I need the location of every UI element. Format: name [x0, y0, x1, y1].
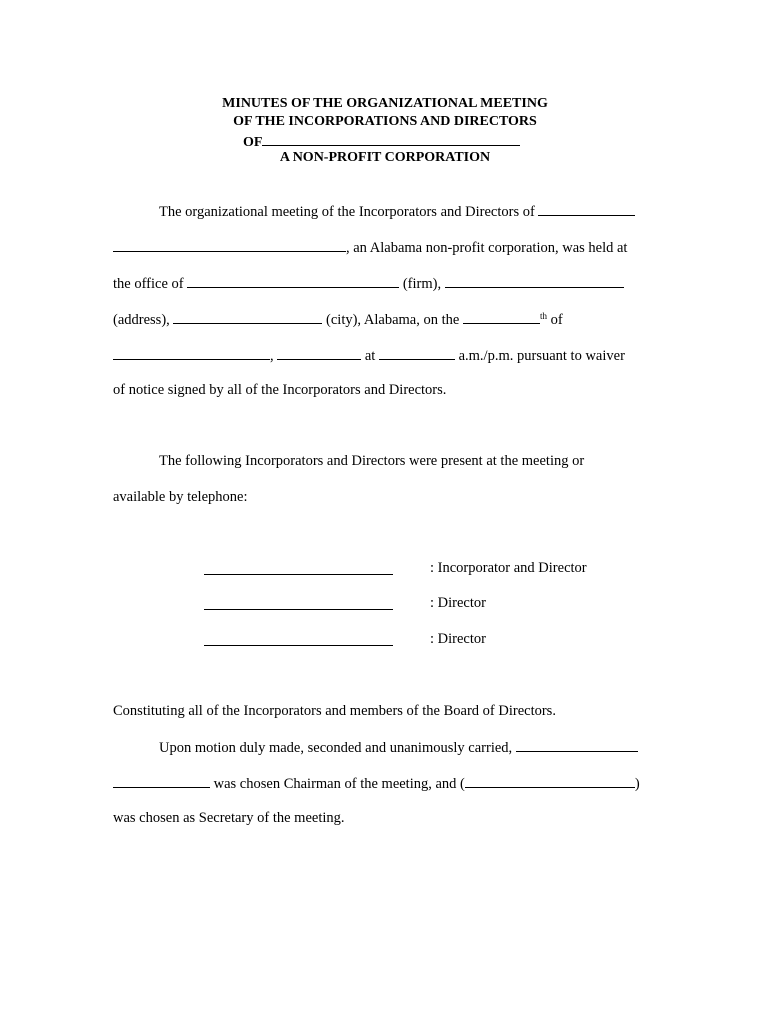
para4-close-paren: ): [634, 776, 640, 792]
year-blank[interactable]: [277, 345, 361, 360]
para1-at-label: at: [364, 348, 376, 364]
attendee-1-name-blank[interactable]: [204, 574, 393, 575]
ordinal-suffix: th: [539, 311, 547, 321]
month-blank[interactable]: [113, 345, 270, 360]
corporation-name-blank[interactable]: [262, 131, 520, 146]
para1-line3: [113, 273, 624, 293]
para1-time-text: a.m./p.m. pursuant to waiver: [458, 348, 625, 364]
title-line-1: MINUTES OF THE ORGANIZATIONAL MEETING: [222, 96, 548, 111]
para1-comma: ,: [270, 348, 274, 364]
para1-line5: [113, 345, 625, 365]
city-blank[interactable]: [173, 309, 322, 324]
para4-line1: [159, 737, 638, 757]
title-of-label: OF: [243, 135, 263, 150]
para1-city-label: (city), Alabama, on the: [326, 312, 460, 328]
title-line-2: OF THE INCORPORATIONS AND DIRECTORS: [233, 114, 537, 129]
para1-line1: [159, 201, 635, 221]
attendee-2-name-blank[interactable]: [204, 609, 393, 610]
corporation-name-blank-2[interactable]: [113, 237, 346, 252]
para1-office-label: the office of: [113, 276, 184, 292]
corporation-name-blank-1[interactable]: [538, 201, 635, 216]
para4-text2: was chosen Chairman of the meeting, and (: [213, 776, 465, 792]
para2-line1: The following Incorporators and Directors were present at the meeting or: [159, 453, 585, 469]
firm-address-blank[interactable]: [445, 273, 624, 288]
para1-text2: , an Alabama non-profit corporation, was held at: [346, 240, 628, 256]
para3-line1: Constituting all of the Incorporators and members of the Board of Directors.: [113, 703, 556, 719]
day-blank[interactable]: [463, 309, 540, 324]
para1-text1: The organizational meeting of the Incorporators and Directors of: [159, 204, 535, 220]
title-line-4: A NON-PROFIT CORPORATION: [279, 150, 491, 165]
secretary-name-blank[interactable]: [465, 773, 635, 788]
para1-of-label: of: [550, 312, 563, 328]
para4-line3: was chosen as Secretary of the meeting.: [113, 810, 345, 826]
attendee-1-role: : Incorporator and Director: [430, 560, 587, 576]
para4-text1: Upon motion duly made, seconded and unanimously carried,: [159, 740, 513, 756]
para2-line2: available by telephone:: [113, 489, 248, 505]
para1-firm-label: (firm),: [402, 276, 442, 292]
chairman-name-blank-2[interactable]: [113, 773, 210, 788]
para4-line2: [113, 773, 640, 793]
para1-line2: [113, 237, 627, 257]
para1-line4: [113, 309, 563, 330]
chairman-name-blank-1[interactable]: [516, 737, 638, 752]
office-blank[interactable]: [187, 273, 399, 288]
para1-address-label: (address),: [113, 312, 170, 328]
attendee-2-role: : Director: [430, 595, 486, 611]
attendee-3-name-blank[interactable]: [204, 645, 393, 646]
attendee-3-role: : Director: [430, 631, 486, 647]
para1-line6: of notice signed by all of the Incorporators and Directors.: [113, 382, 447, 398]
time-blank[interactable]: [379, 345, 455, 360]
